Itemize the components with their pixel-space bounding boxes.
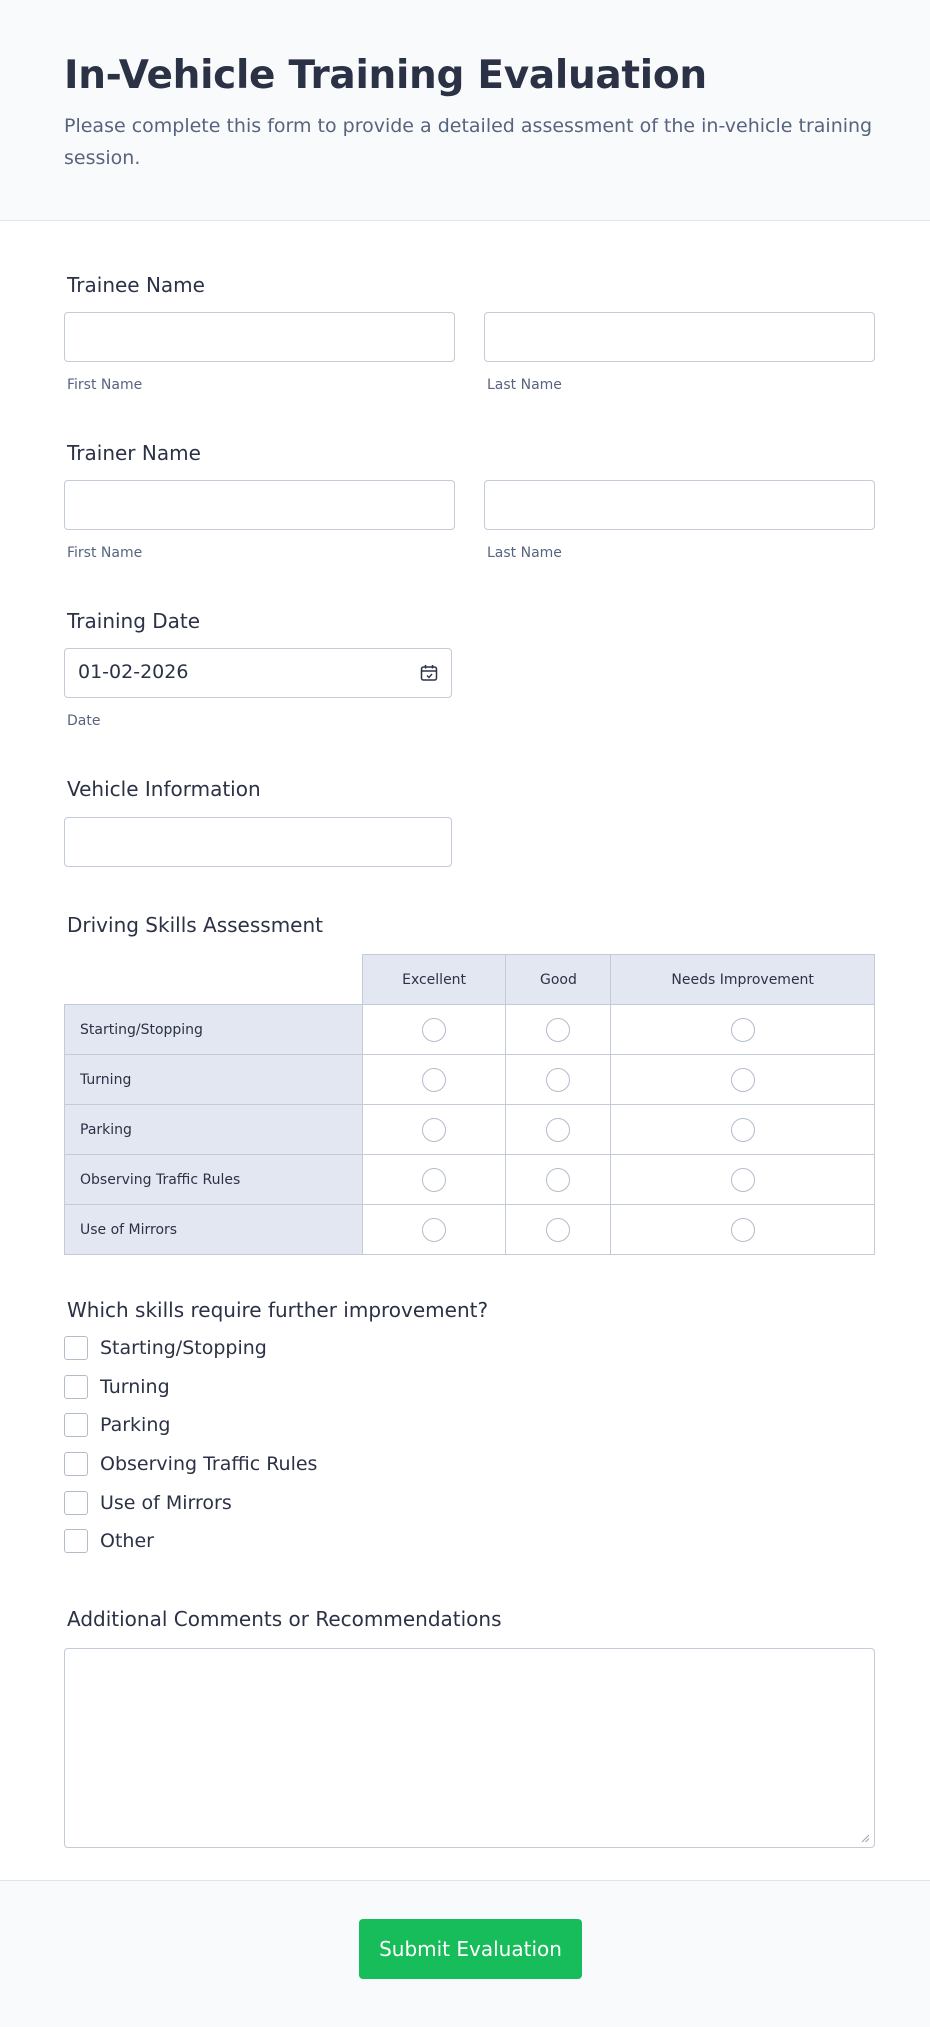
trainer-first-name-sublabel: First Name [67,545,143,561]
matrix-row [65,1155,875,1205]
checkbox-option[interactable] [64,1406,875,1445]
checkbox-option[interactable] [64,1445,875,1484]
radio-turning-good[interactable] [546,1068,570,1092]
vehicle-info-input[interactable] [64,817,452,867]
trainer-name-label: Trainer Name [67,441,201,465]
column-header-good: Good [506,955,611,1005]
checkbox-traffic-rules[interactable] [64,1452,88,1476]
training-date-value: 01-02-2026 [78,661,189,683]
driving-skills-label: Driving Skills Assessment [67,913,323,937]
trainer-last-name-input[interactable] [484,480,875,530]
improvement-options [64,1329,875,1561]
skills-matrix [64,954,875,1255]
training-date-input[interactable] [64,648,452,698]
column-header-excellent: Excellent [362,955,506,1005]
matrix-row-label: Starting/Stopping [65,1005,363,1055]
training-date-label: Training Date [67,609,201,633]
trainee-last-name-sublabel: Last Name [487,377,562,393]
resize-handle-icon[interactable] [860,1833,870,1843]
trainee-first-name-input[interactable] [64,312,455,362]
radio-traffic-rules-excellent[interactable] [422,1168,446,1192]
trainer-last-name-sublabel: Last Name [487,545,562,561]
comments-section [64,1606,875,1851]
matrix-row [65,1205,875,1255]
radio-traffic-rules-needs-improvement[interactable] [731,1168,755,1192]
checkbox-option[interactable] [64,1522,875,1561]
matrix-row [65,1055,875,1105]
form-footer [0,1880,930,2027]
checkbox-other[interactable] [64,1529,88,1553]
improvement-label: Which skills require further improvement? [67,1298,489,1322]
checkbox-label: Other [100,1530,154,1553]
comments-textarea[interactable] [64,1648,875,1848]
radio-parking-excellent[interactable] [422,1118,446,1142]
trainee-last-name-input[interactable] [484,312,875,362]
checkbox-option[interactable] [64,1483,875,1522]
matrix-row-label: Parking [65,1105,363,1155]
checkbox-label: Parking [100,1414,171,1437]
matrix-corner [65,955,363,1005]
radio-mirrors-needs-improvement[interactable] [731,1218,755,1242]
matrix-row-label: Turning [65,1055,363,1105]
radio-starting-good[interactable] [546,1018,570,1042]
training-date-sublabel: Date [67,713,101,729]
form-header [0,0,930,221]
checkbox-label: Starting/Stopping [100,1337,267,1360]
matrix-row-label: Use of Mirrors [65,1205,363,1255]
checkbox-label: Use of Mirrors [100,1491,232,1514]
trainee-first-name-sublabel: First Name [67,377,143,393]
radio-traffic-rules-good[interactable] [546,1168,570,1192]
trainee-name-label: Trainee Name [67,273,205,297]
radio-parking-needs-improvement[interactable] [731,1118,755,1142]
radio-mirrors-excellent[interactable] [422,1218,446,1242]
driving-skills-section [64,912,875,1257]
checkbox-parking[interactable] [64,1413,88,1437]
checkbox-turning[interactable] [64,1375,88,1399]
radio-turning-needs-improvement[interactable] [731,1068,755,1092]
matrix-row [65,1005,875,1055]
radio-turning-excellent[interactable] [422,1068,446,1092]
vehicle-info-label: Vehicle Information [67,777,261,801]
calendar-icon[interactable] [419,663,439,683]
checkbox-starting-stopping[interactable] [64,1336,88,1360]
comments-label: Additional Comments or Recommendations [67,1607,502,1631]
matrix-row-label: Observing Traffic Rules [65,1155,363,1205]
trainer-first-name-input[interactable] [64,480,455,530]
checkbox-option[interactable] [64,1329,875,1368]
submit-button[interactable]: Submit Evaluation [359,1919,582,1979]
trainee-name-section [64,272,875,402]
radio-starting-needs-improvement[interactable] [731,1018,755,1042]
radio-mirrors-good[interactable] [546,1218,570,1242]
trainer-name-section [64,440,875,570]
radio-starting-excellent[interactable] [422,1018,446,1042]
form-title: In-Vehicle Training Evaluation [64,53,707,98]
form-description: Please complete this form to provide a detailed assessment of the in-vehicle training session. [64,115,873,169]
training-date-section [64,608,875,738]
checkbox-label: Observing Traffic Rules [100,1453,318,1476]
column-header-needs-improvement: Needs Improvement [611,955,875,1005]
matrix-row [65,1105,875,1155]
vehicle-info-section [64,776,875,876]
checkbox-label: Turning [100,1375,170,1398]
checkbox-option[interactable] [64,1368,875,1407]
checkbox-mirrors[interactable] [64,1491,88,1515]
radio-parking-good[interactable] [546,1118,570,1142]
improvement-section [64,1297,875,1577]
